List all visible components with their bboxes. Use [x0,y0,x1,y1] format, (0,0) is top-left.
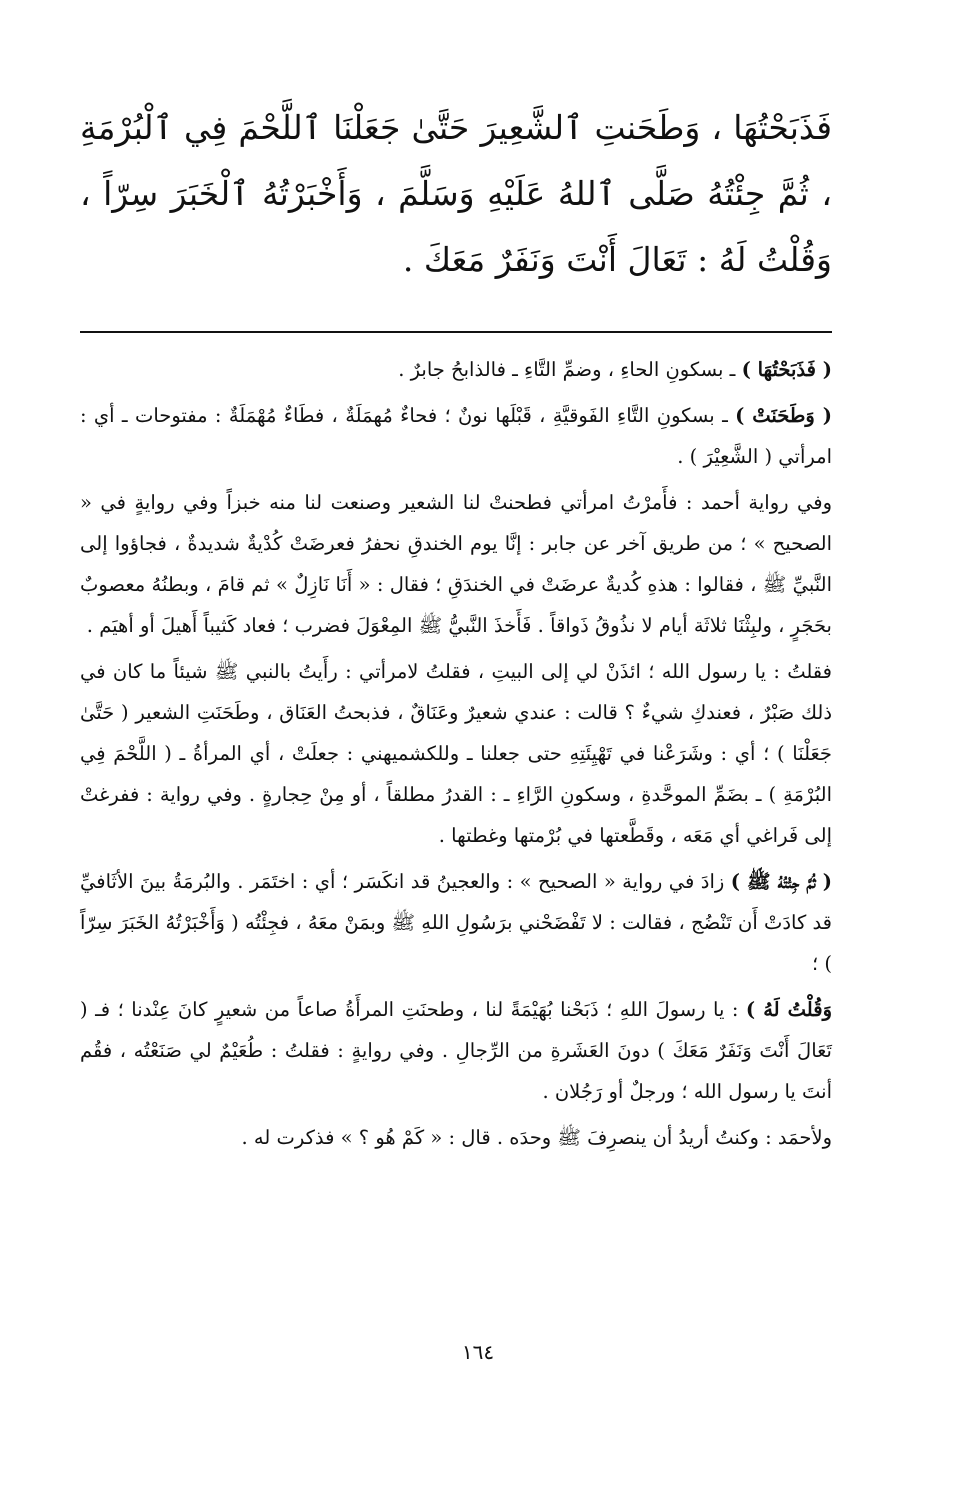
commentary-paragraph-2 [80,395,832,477]
commentary-text: ـ بسكونِ التَّاءِ الفَوقيَّةِ ، قَبْلَها نونٌ ؛ فحاءٌ مُهمَلَةٌ ، فطَاءٌ مُهْمَلَةٌ : مفتوحات ـ أي : امرأتي ( الشَّعِيْرَ ) . [80,404,832,468]
commentary-paragraph-7 [80,1117,832,1158]
commentary-text: : يا رسولَ اللهِ ؛ ذَبَحْنا بُهَيْمَةً لنا ، وطحنَتِ المرأَةُ صاعاً من شعيرٍ كانَ عِنْدنا ؛ فـ ( تَعَالَ أَنْتَ وَنَفَرٌ مَعَكَ ) دونَ العَشَرةِ من الرِّجالِ . وفي روايةٍ : فقلتُ : طُعَيْمٌ لي صَنَعْتُه ، فقُم أنتَ يا رسول الله ؛ ورجلٌ أو رَجُلان . [80,998,832,1103]
commentary-heading: ( وَطَحَنَتْ ) [735,404,832,427]
page-content [80,95,832,1163]
commentary-text: زادَ في رواية « الصحيح » : والعجينُ قد انكَسَر ؛ أي : اختَمَر . والبُرمَةُ بينَ الأثَافيِّ قد كادَتْ أَن تَنْضُج ، فقالت : لا تَفْضَحْني برَسُولِ اللهِ ﷺ وبمَنْ معَهُ ، فجِئْتُه ( وَأَخْبَرْتُهُ الخَبَرَ سِرّاً ) ؛ [80,870,832,975]
main-text: فَذَبَحْتُهَا ، وَطَحَنتِ ٱلشَّعِيرَ حَتَّىٰ جَعَلْنَا ٱللَّحْمَ فِي ٱلْبُرْمَةِ ، ثُمَّ جِئْتُهُ صَلَّى ٱللهُ عَلَيْهِ وَسَلَّمَ ، وَأَخْبَرْتُهُ ٱلْخَبَرَ سِرّاً ، وَقُلْتُ لَهُ : تَعَالَ أَنْتَ وَنَفَرٌ مَعَكَ . [80,108,833,279]
commentary-text: ولأحمَد : وكنتُ أريدُ أن ينصرِفَ ﷺ وحدَه . قال : « كَمْ هُو ؟ » فذكرت له . [241,1126,832,1149]
commentary-paragraph-1 [80,349,832,390]
commentary-heading: ( فَذَبَحْتُهَا ) [741,358,832,381]
commentary-paragraph-6 [80,989,832,1112]
commentary-heading: وَقُلْتُ لَهُ ) [745,998,833,1021]
commentary-heading: ( ثُمَّ جِئْتُهُ ﷺ ) [730,870,832,893]
commentary [80,349,832,1158]
footnote-separator [80,331,832,333]
page-number: ١٦٤ [461,1340,495,1364]
commentary-text: فقلتُ : يا رسول الله ؛ ائذَنْ لي إلى البيتِ ، فقلتُ لامرأتي : رأَيتُ بالنبي ﷺ شيئاً ما كان في ذلك صَبْرٌ ، فعندكِ شيءٌ ؟ قالت : عندي شعيرٌ وعَنَاقٌ ، فذبحتُ العَنَاق ، وطَحَنَتِ الشعير ( حَتَّىٰ جَعَلْنَا ) ؛ أي : وشَرَعْنا في تَهْيِئَتِهِ حتى جعلنا ـ وللكشميهني : جعلَتْ ، أي المرأةُ ـ ( اللَّحْمَ فِي البُرْمَةِ ) ـ بضَمِّ الموحَّدةِ ، وسكونِ الرَّاءِ ـ : القدرُ مطلقاً ، أو مِنْ حِجارةٍ . وفي رواية : ففرغتْ إلى فَراغي أي مَعَه ، وقَطَّعتها في بُرْمتها وغطتها . [80,660,832,847]
commentary-text: وفي رواية أحمد : فأَمرْتُ امرأتي فطحنتْ لنا الشعير وصنعت لنا منه خبزاً وفي روايةٍ في « الصحيح » ؛ من طريق آخر عن جابر : إنَّا يوم الخندقِ نحفرُ فعرضَتْ كُدْيةٌ شديدةٌ ، فجاؤوا إلى النَّبيِّ ﷺ ، فقالوا : هذهِ كُديةٌ عرضَتْ في الخندَقِ ؛ فقال : « أَنَا نَازِلٌ » ثم قامَ ، وبطنُهُ معصوبٌ بحَجَرٍ ، ولبِثْنَا ثلاثَة أيام لا نذُوقُ ذَواقاً . فَأَخذَ النَّبيُّ ﷺ المِعْوَلَ فضرب ؛ فعاد كَثيباً أَهيلَ أو أهيَم . [80,491,832,637]
commentary-text: ـ بسكونِ الحاءِ ، وضمِّ التَّاءِ ـ فالذابحُ جابرٌ . [398,358,742,381]
commentary-paragraph-5 [80,861,832,984]
commentary-paragraph-4 [80,651,832,856]
commentary-paragraph-3 [80,482,832,646]
